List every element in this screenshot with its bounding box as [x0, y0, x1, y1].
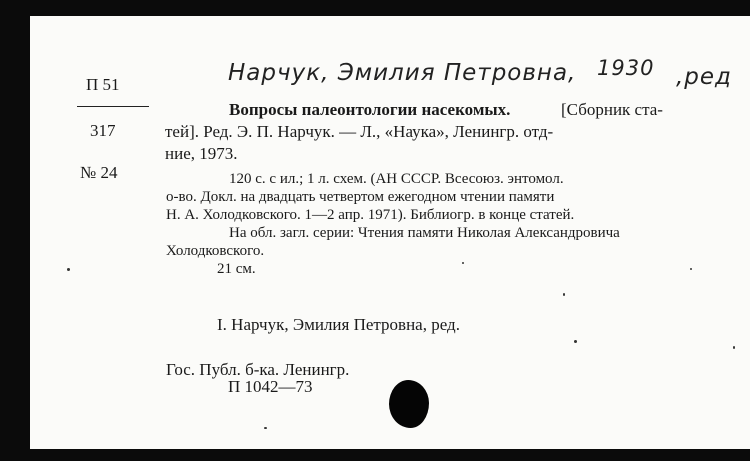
ink-blot [389, 380, 429, 428]
scan-speck [67, 268, 70, 271]
title-line-2: тей]. Ред. Э. П. Нарчук. — Л., «Наука», Ленингр. отд- [165, 122, 554, 141]
description-line: Н. А. Холодковского. 1—2 апр. 1971). Библиогр. в конце статей. [166, 207, 575, 223]
scan-speck [690, 268, 692, 270]
book-title: Вопросы палеонтологии насекомых. [229, 100, 511, 119]
scan-speck [462, 262, 464, 264]
shelf-mark: П 51 [86, 75, 120, 94]
handwritten-role: ,ред [676, 64, 732, 90]
description-line: о-во. Докл. на двадцать четвертом ежегодном чтении памяти [166, 189, 555, 205]
format-size: 21 см. [217, 261, 256, 277]
title-line-3: ние, 1973. [165, 144, 238, 163]
handwritten-year: 1930 [597, 56, 655, 80]
description-line: На обл. загл. серии: Чтения памяти Николая Александровича [229, 225, 620, 241]
scan-frame-left [0, 0, 30, 461]
scan-frame-top [0, 0, 750, 16]
scan-speck [563, 293, 565, 296]
call-number-divider [77, 106, 149, 107]
title-line-1-rest: [Сборник ста- [561, 100, 663, 119]
scan-speck [733, 346, 735, 349]
inventory-number: П 1042—73 [228, 377, 313, 396]
scan-speck [574, 340, 577, 343]
scan-frame-bottom [0, 449, 750, 461]
description-line: Холодковского. [166, 243, 265, 259]
call-number: 317 [90, 121, 116, 140]
handwritten-author: Нарчук, Эмилия Петровна, [228, 60, 577, 86]
scan-speck [264, 427, 267, 429]
description-line: 120 с. с ил.; 1 л. схем. (АН СССР. Всесоюз. энтомол. [229, 171, 564, 187]
issue-number: № 24 [80, 163, 118, 182]
holding-library: Гос. Публ. б-ка. Ленингр. [166, 360, 350, 379]
subject-entry: I. Нарчук, Эмилия Петровна, ред. [217, 315, 460, 334]
